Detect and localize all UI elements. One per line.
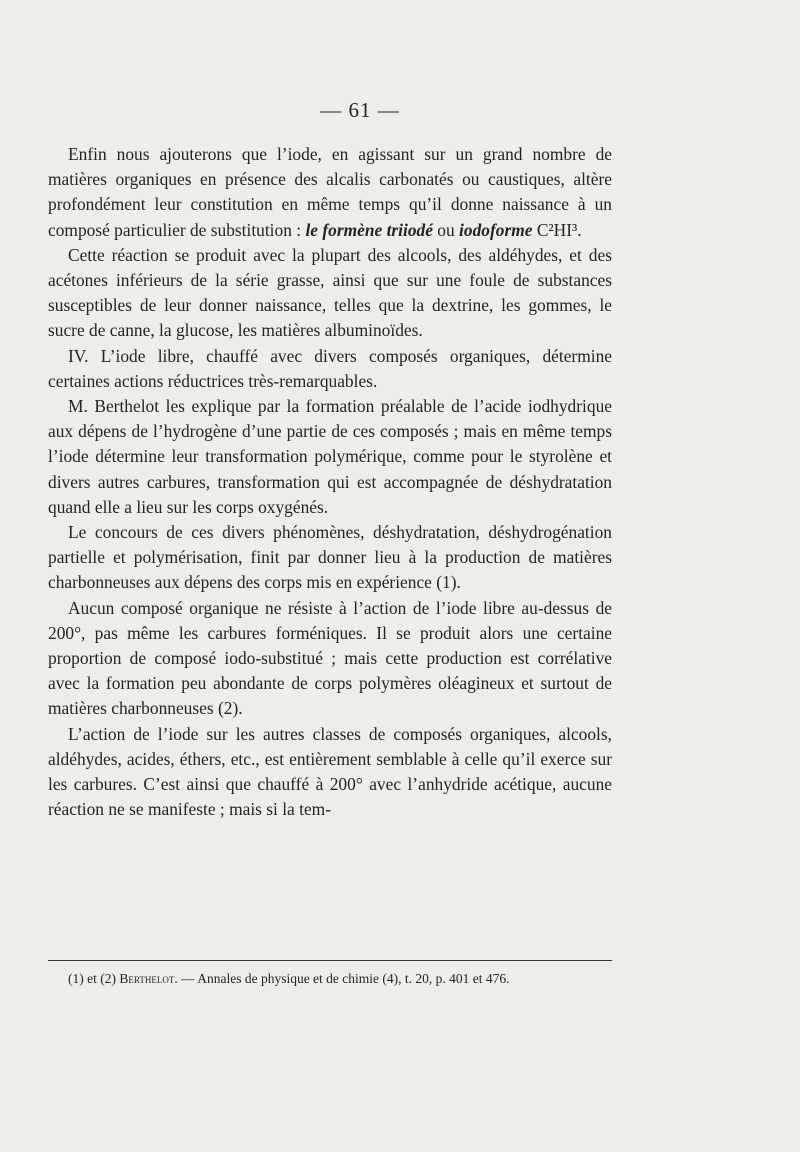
footnote-author: Berthelot: [119, 971, 175, 986]
emphasized-text: le formène triiodé: [305, 219, 433, 240]
paragraph-text: Enfin nous ajouterons que l’iode, en agissant sur un grand nombre de matières organiques en présence des alcalis carbonatés ou caustiques, altère profondément leur constitution en même temps qu’il donne naissance à un composé particulier de substitution :: [48, 144, 612, 240]
paragraph: [48, 394, 612, 520]
emphasized-text: iodoforme: [459, 219, 533, 240]
footnote: [68, 970, 628, 988]
paragraph-text: ou: [432, 219, 460, 240]
page-number: — 61 —: [320, 98, 400, 122]
paragraph: [48, 142, 612, 243]
paragraph-text: Cette réaction se produit avec la plupart des alcools, des aldéhydes, et des acétones inférieurs de la série grasse, ainsi que sur une foule de substances susceptibles de leur donner naissance, telles que la dextrine, les gommes, le sucre de canne, la glucose, les matières albuminoïdes.: [48, 244, 612, 341]
paragraph-text: C²HI³.: [532, 219, 582, 240]
footnote-separator: [48, 960, 612, 961]
body-text: [48, 142, 612, 822]
paragraph: [48, 243, 612, 344]
footnote-source: . — Annales de physique et de chimie (4), t. 20, p. 401 et 476.: [174, 971, 510, 986]
paragraph: [48, 344, 612, 394]
paragraph-text: Aucun composé organique ne résiste à l’action de l’iode libre au-dessus de 200°, pas même les carbures forméniques. Il se produit alors une certaine proportion de composé iodo-substitué ; mais cette production est corrélative avec la formation peu abondante de corps polymères oléagineux et surtout de matières charbonneuses (2).: [48, 597, 612, 719]
paragraph-text: M. Berthelot les explique par la formation préalable de l’acide iodhydrique aux dépens de l’hydrogène d’une partie de ces composés ; mais en même temps l’iode détermine leur transformation polymérique, comme pour le styrolène et divers autres carbures, transformation qui est accompagnée de déshydratation quand elle a lieu sur les corps oxygénés.: [48, 396, 612, 517]
paragraph: [48, 722, 612, 823]
paragraph-text: Le concours de ces divers phénomènes, déshydratation, déshydrogénation partielle et polymérisation, finit par donner lieu à la production de matières charbonneuses aux dépens des corps mis en expérience (1).: [48, 522, 612, 593]
paragraph-text: L’action de l’iode sur les autres classes de composés organiques, alcools, aldéhydes, acides, éthers, etc., est entièrement semblable à celle qu’il exerce sur les carbures. C’est ainsi que chauffé à 200° avec l’anhydride acétique, aucune réaction ne se manifeste ; mais si la tem-: [48, 723, 612, 820]
paragraph: [48, 596, 612, 722]
paragraph: [48, 520, 612, 596]
footnote-marks: (1) et (2): [68, 971, 116, 986]
paragraph-text: IV. L’iode libre, chauffé avec divers composés organiques, détermine certaines actions réductrices très-remarquables.: [48, 345, 612, 391]
